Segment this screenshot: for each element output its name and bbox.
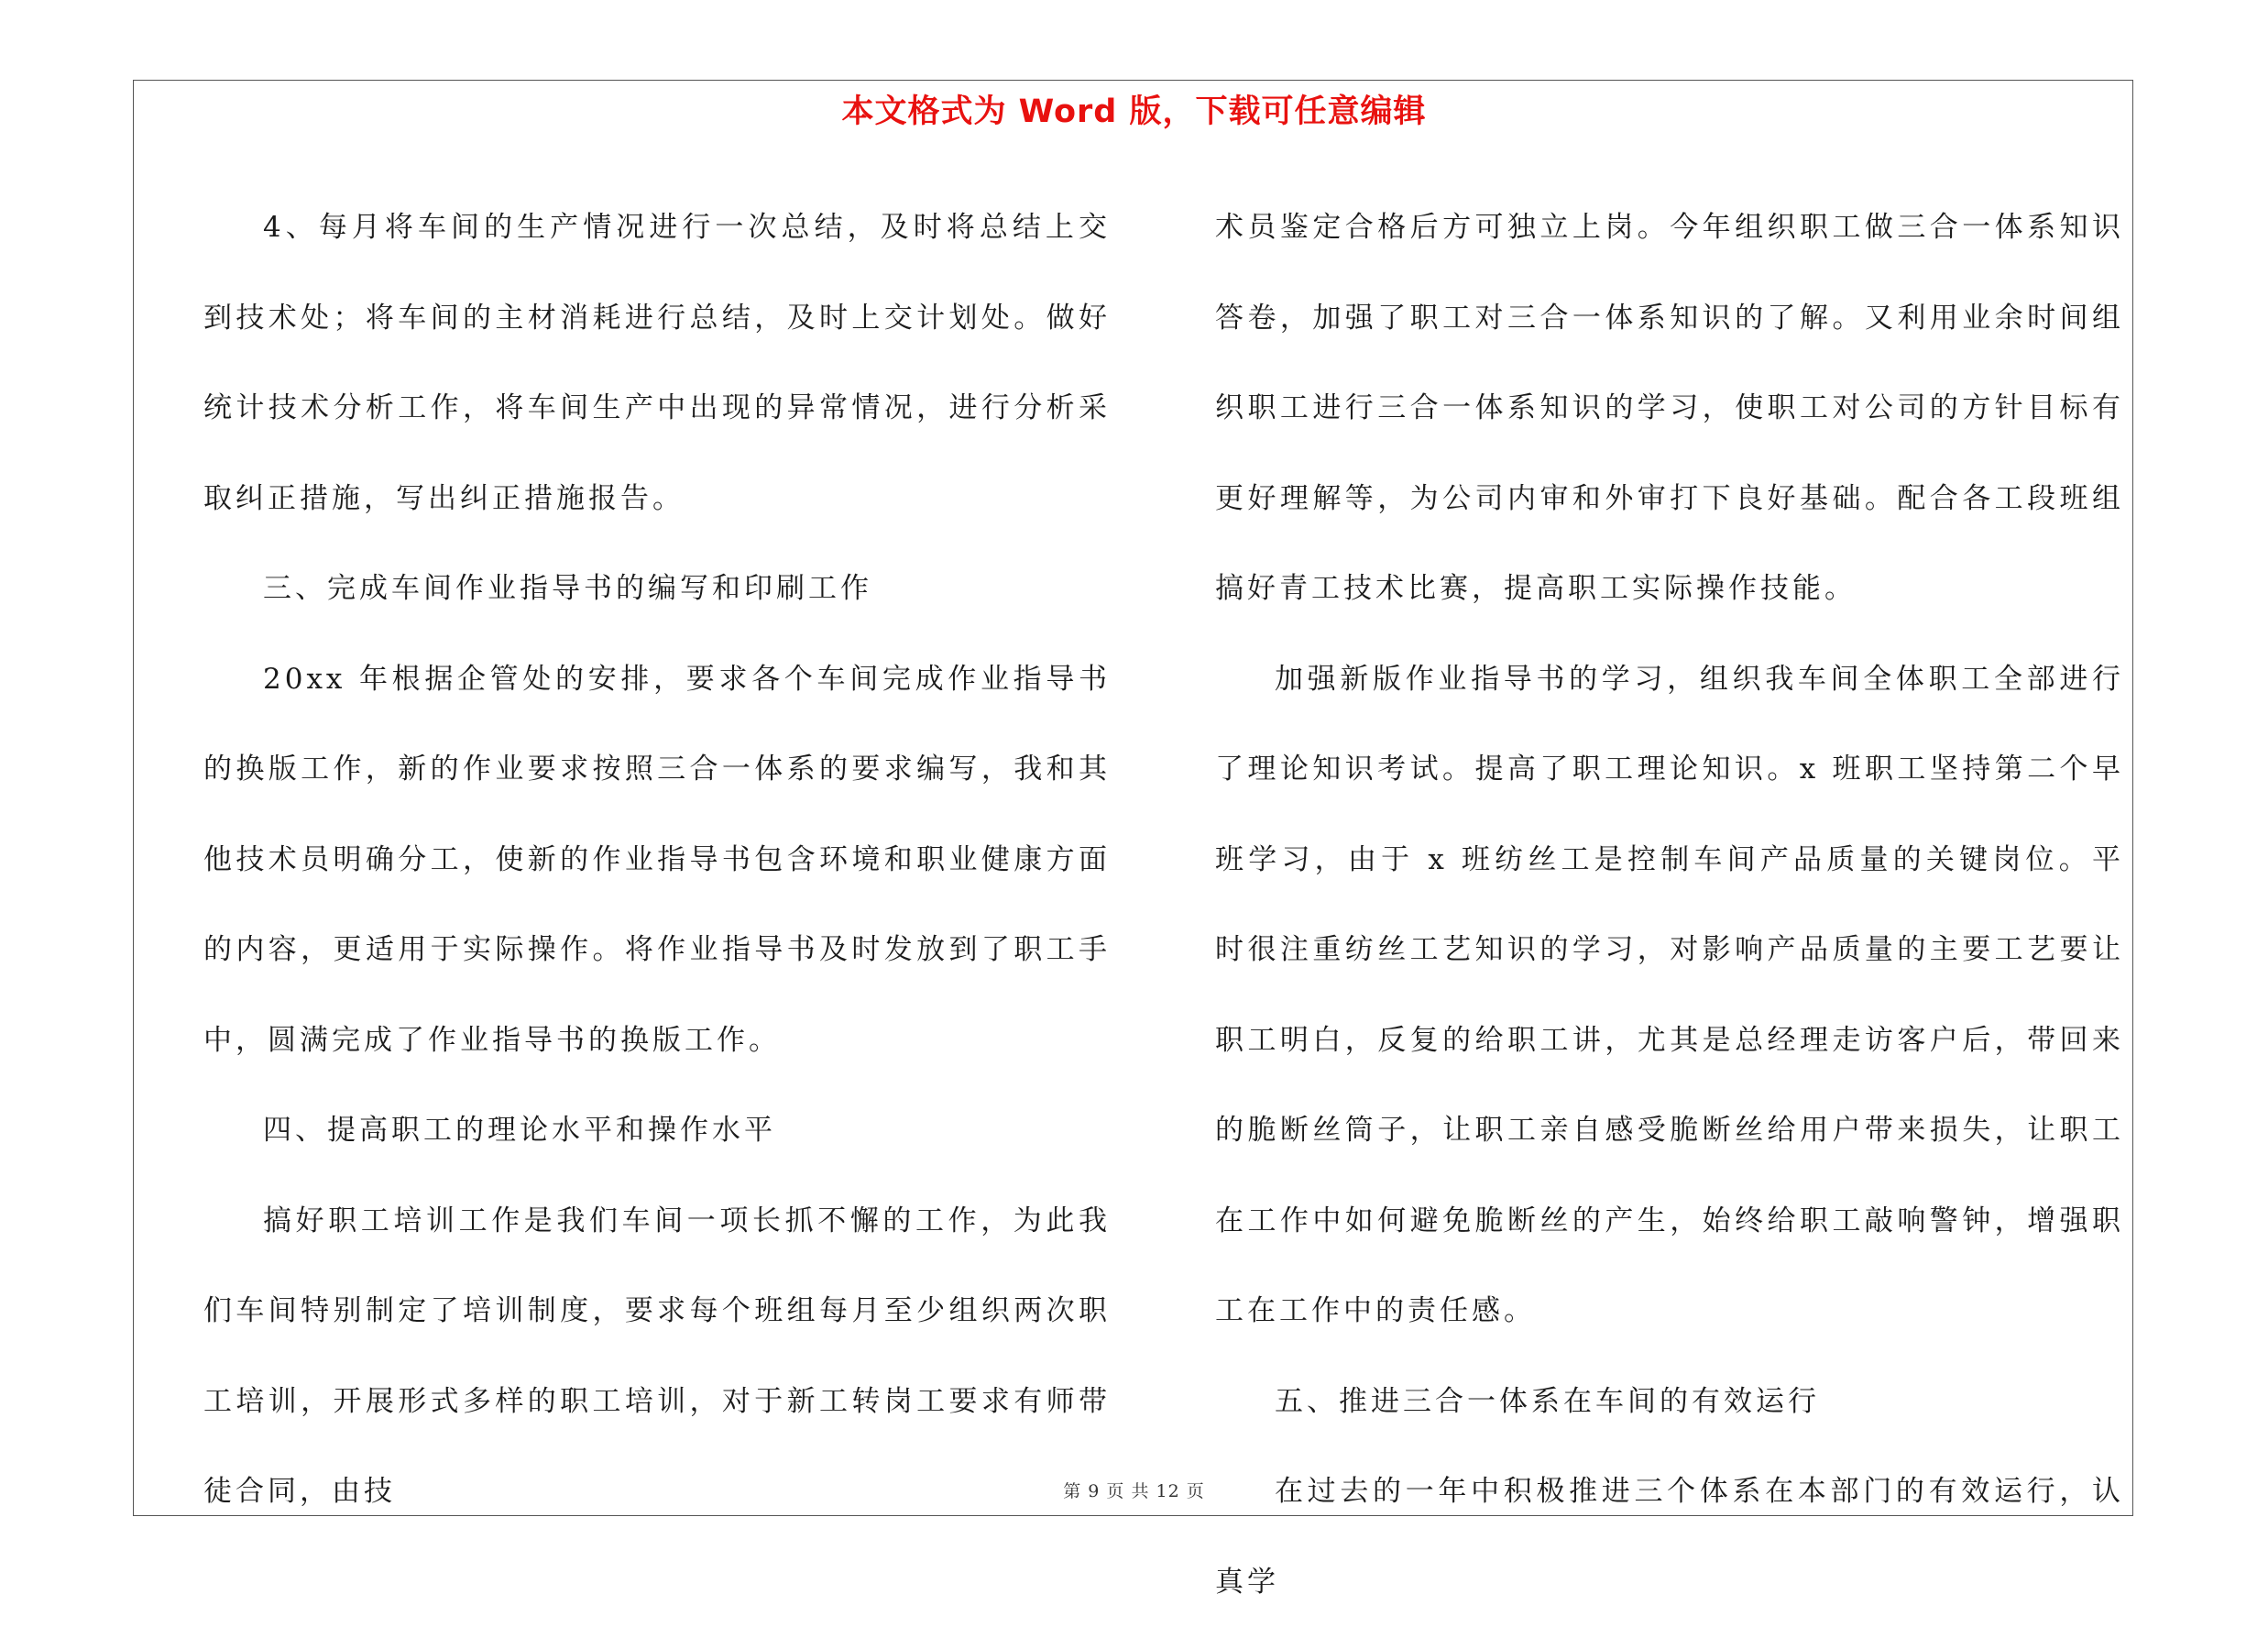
paragraph: 4、每月将车间的生产情况进行一次总结，及时将总结上交到技术处；将车间的主材消耗进行总结，及时上交计划处。做好统计技术分析工作，将车间生产中出现的异常情况，进行分析采取纠正措施，写出纠正措施报告。 (203, 211, 1111, 515)
paragraph: 术员鉴定合格后方可独立上岗。今年组织职工做三合一体系知识答卷，加强了职工对三合一体系知识的了解。又利用业余时间组织职工进行三合一体系知识的学习，使职工对公司的方针目标有更好理解等，为公司内审和外审打下良好基础。配合各工段班组搞好青工技术比赛，提高职工实际操作技能。 (1215, 211, 2124, 605)
word-format-banner: 本文格式为 Word 版，下载可任意编辑 (841, 93, 1427, 130)
section-heading: 五、推进三合一体系在车间的有效运行 (1275, 1384, 1820, 1418)
paragraph: 20xx 年根据企管处的安排，要求各个车间完成作业指导书的换版工作，新的作业要求按照三合一体系的要求编写，我和其他技术员明确分工，使新的作业指导书包含环境和职业健康方面的内容，更适用于实际操作。将作业指导书及时发放到了职工手中，圆满完成了作业指导书的换版工作。 (203, 662, 1111, 1057)
section-heading: 三、完成车间作业指导书的编写和印刷工作 (263, 572, 872, 605)
right-column (1215, 182, 2124, 1627)
paragraph: 在过去的一年中积极推进三个体系在本部门的有效运行，认真学 (1215, 1475, 2124, 1599)
section-heading: 四、提高职工的理论水平和操作水平 (263, 1114, 776, 1147)
paragraph: 搞好职工培训工作是我们车间一项长抓不懈的工作，为此我们车间特别制定了培训制度，要求每个班组每月至少组织两次职工培训，开展形式多样的职工培训，对于新工转岗工要求有师带徒合同，由技 (203, 1204, 1111, 1508)
left-column (203, 182, 1111, 1537)
page-number-footer: 第 9 页 共 12 页 (1063, 1481, 1205, 1501)
paragraph: 加强新版作业指导书的学习，组织我车间全体职工全部进行了理论知识考试。提高了职工理论知识。x 班职工坚持第二个早班学习，由于 x 班纺丝工是控制车间产品质量的关键岗位。平时很注重纺丝工艺知识的学习，对影响产品质量的主要工艺要让职工明白，反复的给职工讲，尤其是总经理走访客户后，带回来的脆断丝筒子，让职工亲自感受脆断丝给用户带来损失，让职工在工作中如何避免脆断丝的产生，始终给职工敲响警钟，增强职工在工作中的责任感。 (1215, 662, 2124, 1327)
